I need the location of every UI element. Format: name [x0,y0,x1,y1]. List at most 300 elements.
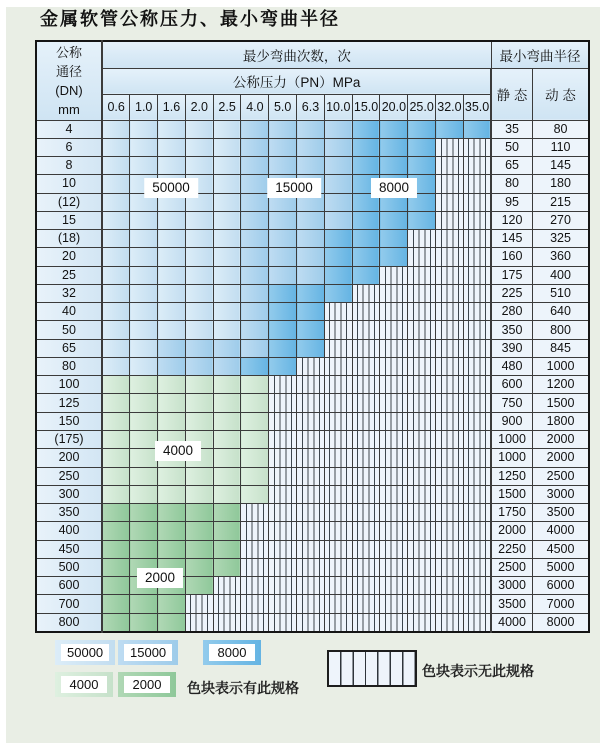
cell-cycles-8000 [380,230,408,248]
cell-cycles-2000 [185,522,213,540]
legend-swatch-50000 [55,640,115,665]
cell-cycles-15000 [241,266,269,284]
row-dn-label: 15 [36,211,102,229]
cell-cycles-50000 [185,230,213,248]
cell-no-spec [408,230,436,248]
cell-no-spec [269,558,297,576]
header-pressure-value: 4.0 [241,94,269,120]
cell-static-radius: 2500 [491,558,532,576]
cell-no-spec [324,449,352,467]
cell-cycles-2000 [185,504,213,522]
cell-no-spec [408,321,436,339]
cell-no-spec [380,321,408,339]
cell-cycles-15000 [297,120,325,138]
header-pressure-value: 10.0 [324,94,352,120]
cell-no-spec [463,157,491,175]
cell-cycles-4000 [241,485,269,503]
cell-no-spec [297,449,325,467]
cell-dynamic-radius: 1500 [532,394,589,412]
cell-dynamic-radius: 110 [532,138,589,156]
cell-cycles-15000 [269,157,297,175]
cell-static-radius: 480 [491,357,532,375]
cell-cycles-2000 [102,522,130,540]
cell-no-spec [436,284,464,302]
legend-swatch-label: 50000 [61,644,109,661]
cell-no-spec [436,412,464,430]
cell-cycles-4000 [241,412,269,430]
cell-cycles-8000 [324,266,352,284]
cell-dynamic-radius: 2500 [532,467,589,485]
cell-cycles-4000 [130,467,158,485]
legend-swatch-label: 15000 [124,644,172,661]
cell-no-spec [463,467,491,485]
cell-cycles-15000 [158,357,186,375]
scan-margin-left [0,0,6,743]
cell-cycles-50000 [130,321,158,339]
cell-no-spec [352,558,380,576]
cell-no-spec [324,467,352,485]
cell-cycles-8000 [408,138,436,156]
cell-cycles-50000 [185,120,213,138]
legend-swatch-15000 [118,640,178,665]
cell-cycles-8000 [352,266,380,284]
cell-cycles-2000 [158,613,186,632]
cell-cycles-15000 [241,248,269,266]
cell-cycles-2000 [130,522,158,540]
cell-no-spec [408,266,436,284]
cell-no-spec [408,522,436,540]
header-dn-line: 通径 [55,63,82,79]
cell-no-spec [463,485,491,503]
cell-no-spec [463,230,491,248]
cell-static-radius: 900 [491,412,532,430]
cell-static-radius: 1750 [491,504,532,522]
header-dn-line: mm [58,101,80,117]
cell-cycles-50000 [130,157,158,175]
cell-static-radius: 3000 [491,577,532,595]
cell-cycles-8000 [297,321,325,339]
cell-cycles-2000 [158,595,186,613]
cell-dynamic-radius: 400 [532,266,589,284]
header-pressure-value: 32.0 [436,94,464,120]
cell-cycles-15000 [241,284,269,302]
cell-no-spec [463,394,491,412]
header-dn-line: (DN) [55,82,83,98]
cell-cycles-50000 [102,357,130,375]
cell-no-spec [269,376,297,394]
cell-no-spec [408,485,436,503]
cell-cycles-50000 [185,138,213,156]
row-dn-label: 150 [36,412,102,430]
cell-static-radius: 35 [491,120,532,138]
row-dn-label: 10 [36,175,102,193]
cell-cycles-15000 [269,230,297,248]
cell-no-spec [269,504,297,522]
cell-no-spec [380,266,408,284]
cell-cycles-4000 [213,485,241,503]
table-row [36,284,589,302]
region-label-2000: 2000 [137,568,183,588]
cell-cycles-8000 [352,211,380,229]
cell-dynamic-radius: 510 [532,284,589,302]
cell-no-spec [408,431,436,449]
cell-no-spec [241,613,269,632]
cell-static-radius: 4000 [491,613,532,632]
cell-static-radius: 160 [491,248,532,266]
cell-no-spec [380,376,408,394]
cell-cycles-4000 [213,412,241,430]
cell-dynamic-radius: 4500 [532,540,589,558]
cell-cycles-4000 [241,394,269,412]
table-row [36,138,589,156]
cell-dynamic-radius: 215 [532,193,589,211]
cell-cycles-15000 [324,157,352,175]
cell-no-spec [269,412,297,430]
cell-no-spec [324,339,352,357]
cell-no-spec [436,376,464,394]
cell-no-spec [408,412,436,430]
cell-dynamic-radius: 270 [532,211,589,229]
cell-static-radius: 80 [491,175,532,193]
cell-cycles-8000 [297,284,325,302]
cell-no-spec [241,504,269,522]
cell-no-spec [352,284,380,302]
cell-cycles-15000 [241,321,269,339]
cell-no-spec [380,577,408,595]
header-static: 静 态 [491,68,532,120]
header-pressure-value: 6.3 [297,94,325,120]
cell-no-spec [436,467,464,485]
cell-cycles-50000 [213,120,241,138]
cell-cycles-8000 [324,230,352,248]
cell-no-spec [436,394,464,412]
cell-cycles-8000 [269,357,297,375]
cell-no-spec [185,595,213,613]
cell-cycles-4000 [102,412,130,430]
cell-static-radius: 1250 [491,467,532,485]
cell-cycles-8000 [269,284,297,302]
cell-cycles-50000 [213,230,241,248]
cell-cycles-50000 [185,321,213,339]
header-pressure-value: 35.0 [463,94,491,120]
cell-no-spec [324,431,352,449]
cell-no-spec [463,613,491,632]
cell-no-spec [297,522,325,540]
region-label-50000: 50000 [144,178,198,198]
cell-no-spec [380,522,408,540]
cell-cycles-50000 [158,211,186,229]
cell-static-radius: 280 [491,303,532,321]
cell-no-spec [324,504,352,522]
cell-no-spec [324,540,352,558]
cell-no-spec [269,449,297,467]
cell-cycles-2000 [102,504,130,522]
cell-cycles-4000 [130,485,158,503]
cell-static-radius: 1000 [491,449,532,467]
cell-cycles-50000 [158,266,186,284]
cell-no-spec [380,412,408,430]
row-dn-label: 65 [36,339,102,357]
cell-cycles-4000 [102,431,130,449]
cell-cycles-2000 [185,577,213,595]
cell-no-spec [380,540,408,558]
cell-cycles-50000 [102,193,130,211]
cell-static-radius: 390 [491,339,532,357]
table-row [36,230,589,248]
cell-cycles-50000 [158,303,186,321]
cell-no-spec [463,266,491,284]
cell-no-spec [352,613,380,632]
cell-cycles-4000 [130,431,158,449]
row-dn-label: 20 [36,248,102,266]
cell-no-spec [463,449,491,467]
cell-no-spec [380,339,408,357]
cell-no-spec [269,485,297,503]
cell-cycles-50000 [130,357,158,375]
cell-cycles-4000 [130,376,158,394]
cell-cycles-15000 [241,303,269,321]
cell-no-spec [463,211,491,229]
cell-cycles-2000 [185,540,213,558]
cell-no-spec [408,467,436,485]
row-dn-label: 4 [36,120,102,138]
cell-cycles-8000 [297,339,325,357]
cell-cycles-50000 [130,303,158,321]
cell-no-spec [352,339,380,357]
table-row [36,522,589,540]
cell-no-spec [352,485,380,503]
header-pressure-value: 1.6 [158,94,186,120]
cell-cycles-8000 [352,138,380,156]
cell-no-spec [436,248,464,266]
cell-no-spec [297,394,325,412]
cell-cycles-4000 [213,467,241,485]
cell-no-spec [324,613,352,632]
cell-no-spec [463,504,491,522]
cell-cycles-4000 [185,485,213,503]
cell-cycles-15000 [297,266,325,284]
cell-cycles-15000 [241,157,269,175]
cell-no-spec [324,558,352,576]
cell-cycles-2000 [213,522,241,540]
cell-static-radius: 1000 [491,431,532,449]
header-bend-cycles: 最少弯曲次数，次 [102,41,491,68]
cell-dynamic-radius: 2000 [532,449,589,467]
cell-no-spec [463,175,491,193]
cell-cycles-8000 [352,248,380,266]
cell-cycles-8000 [352,230,380,248]
cell-no-spec [185,613,213,632]
cell-cycles-4000 [185,394,213,412]
cell-no-spec [463,357,491,375]
cell-no-spec [436,595,464,613]
cell-dynamic-radius: 1200 [532,376,589,394]
cell-cycles-8000 [269,303,297,321]
cell-no-spec [241,577,269,595]
cell-static-radius: 50 [491,138,532,156]
cell-cycles-50000 [102,248,130,266]
cell-no-spec [463,303,491,321]
cell-no-spec [436,577,464,595]
cell-cycles-2000 [130,613,158,632]
cell-no-spec [463,138,491,156]
cell-no-spec [380,485,408,503]
cell-cycles-50000 [130,120,158,138]
table-row [36,504,589,522]
cell-cycles-50000 [102,321,130,339]
cell-no-spec [352,577,380,595]
cell-no-spec [408,357,436,375]
cell-no-spec [352,394,380,412]
cell-cycles-50000 [213,193,241,211]
cell-no-spec [436,431,464,449]
cell-dynamic-radius: 80 [532,120,589,138]
cell-cycles-4000 [158,467,186,485]
cell-cycles-50000 [102,266,130,284]
cell-no-spec [324,394,352,412]
cell-no-spec [241,540,269,558]
cell-no-spec [213,577,241,595]
cell-no-spec [352,412,380,430]
cell-no-spec [436,230,464,248]
row-dn-label: 700 [36,595,102,613]
cell-cycles-15000 [297,211,325,229]
cell-no-spec [408,376,436,394]
cell-cycles-2000 [102,613,130,632]
cell-no-spec [352,321,380,339]
cell-dynamic-radius: 3000 [532,485,589,503]
cell-no-spec [352,357,380,375]
cell-cycles-50000 [158,230,186,248]
cell-no-spec [352,504,380,522]
cell-static-radius: 175 [491,266,532,284]
cell-cycles-50000 [213,211,241,229]
cell-cycles-50000 [213,284,241,302]
cell-no-spec [408,577,436,595]
cell-no-spec [297,613,325,632]
cell-no-spec [380,467,408,485]
cell-cycles-8000 [324,248,352,266]
cell-no-spec [241,522,269,540]
cell-static-radius: 1500 [491,485,532,503]
legend-swatch-label: 8000 [209,644,255,661]
pressure-radius-table-area [35,40,591,634]
cell-no-spec [463,321,491,339]
cell-cycles-50000 [213,157,241,175]
cell-no-spec [408,303,436,321]
cell-cycles-50000 [185,248,213,266]
row-dn-label: 300 [36,485,102,503]
table-row [36,120,589,138]
cell-cycles-15000 [269,248,297,266]
cell-no-spec [463,248,491,266]
cell-dynamic-radius: 640 [532,303,589,321]
cell-no-spec [408,449,436,467]
cell-cycles-50000 [130,138,158,156]
cell-static-radius: 2250 [491,540,532,558]
row-dn-label: 400 [36,522,102,540]
cell-no-spec [408,248,436,266]
legend-swatch-label: 4000 [61,676,107,693]
table-row [36,339,589,357]
cell-cycles-50000 [102,339,130,357]
cell-cycles-4000 [213,431,241,449]
cell-no-spec [436,558,464,576]
cell-cycles-15000 [185,357,213,375]
legend-swatch-label: 2000 [124,676,170,693]
legend-no-spec-note: 色块表示无此规格 [422,663,534,679]
cell-no-spec [463,412,491,430]
cell-cycles-4000 [213,449,241,467]
cell-dynamic-radius: 5000 [532,558,589,576]
cell-no-spec [324,522,352,540]
cell-dynamic-radius: 8000 [532,613,589,632]
cell-no-spec [436,175,464,193]
cell-cycles-50000 [102,303,130,321]
cell-cycles-2000 [102,595,130,613]
cell-dynamic-radius: 6000 [532,577,589,595]
table-row [36,248,589,266]
table-row [36,577,589,595]
cell-no-spec [380,431,408,449]
cell-no-spec [408,339,436,357]
cell-cycles-50000 [130,230,158,248]
cell-static-radius: 145 [491,230,532,248]
cell-no-spec [380,303,408,321]
table-row [36,157,589,175]
cell-cycles-4000 [102,467,130,485]
row-dn-label: 25 [36,266,102,284]
cell-cycles-15000 [241,120,269,138]
table-row [36,321,589,339]
cell-cycles-8000 [352,157,380,175]
cell-no-spec [324,595,352,613]
table-row [36,412,589,430]
cell-dynamic-radius: 4000 [532,522,589,540]
cell-no-spec [297,431,325,449]
cell-no-spec [297,485,325,503]
cell-cycles-50000 [130,266,158,284]
cell-cycles-4000 [185,467,213,485]
cell-cycles-8000 [269,321,297,339]
cell-no-spec [463,376,491,394]
cell-cycles-15000 [269,138,297,156]
cell-no-spec [352,303,380,321]
cell-no-spec [269,577,297,595]
cell-no-spec [297,412,325,430]
cell-no-spec [269,595,297,613]
cell-cycles-50000 [130,284,158,302]
cell-no-spec [408,540,436,558]
header-pressure-value: 15.0 [352,94,380,120]
cell-cycles-50000 [158,138,186,156]
cell-cycles-2000 [158,522,186,540]
cell-cycles-2000 [102,577,130,595]
cell-cycles-2000 [130,595,158,613]
cell-no-spec [352,431,380,449]
cell-cycles-50000 [185,211,213,229]
table-row [36,394,589,412]
cell-cycles-15000 [269,266,297,284]
cell-no-spec [463,193,491,211]
cell-no-spec [269,467,297,485]
cell-no-spec [408,558,436,576]
cell-cycles-50000 [102,138,130,156]
cell-cycles-50000 [158,120,186,138]
cell-no-spec [436,321,464,339]
row-dn-label: 200 [36,449,102,467]
region-label-15000: 15000 [267,178,321,198]
